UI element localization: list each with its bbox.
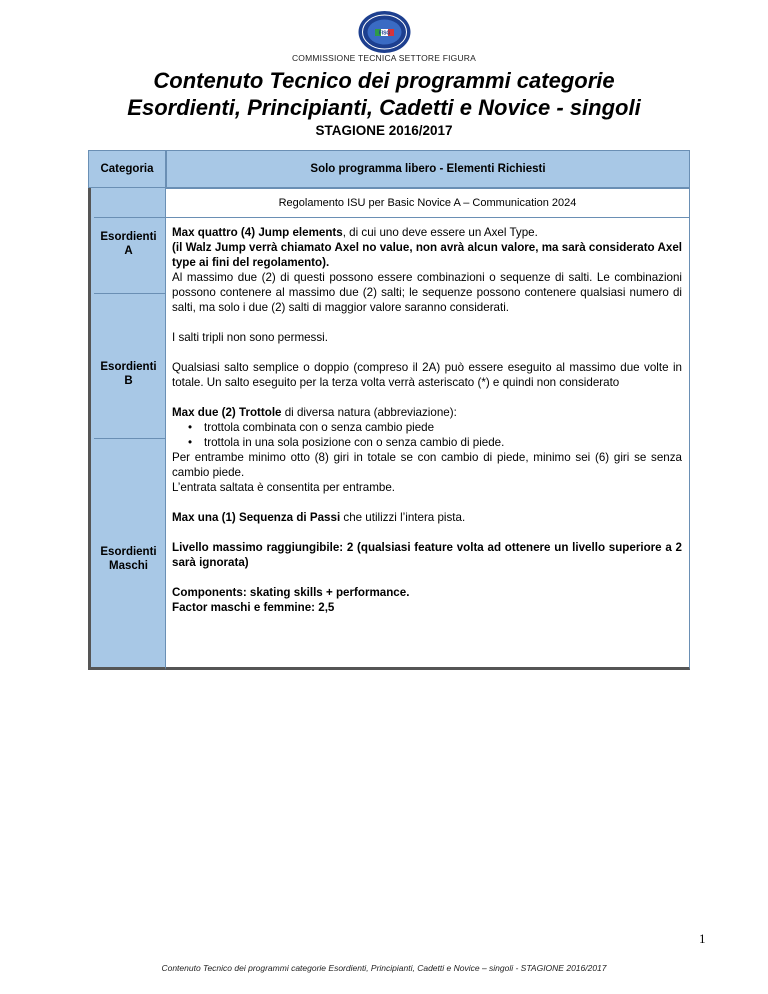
- jump-combinations-rule: Al massimo due (2) di questi possono essere combinazioni o sequenze di salti. Le combinazioni possono contenere al massimo due (2) salti; le sequenze possono contenere qualsiasi numero di salti, ma solo i due (2) salti di maggior valore saranno considerati.: [172, 271, 682, 314]
- jump-repetition-rule: Qualsiasi salto semplice o doppio (compreso il 2A) può essere eseguito al massimo due volte in totale. Un salto eseguito per la terza volta verrà asteriscato (*) e quindi non considerato: [172, 361, 682, 389]
- requirements-text: [172, 225, 682, 615]
- season-label: STAGIONE 2016/2017: [315, 123, 453, 138]
- category-column: [88, 188, 166, 670]
- walz-jump-note: (il Walz Jump verrà chiamato Axel no value, non avrà alcun valore, ma sarà considerato Axel type ai fini del regolamento).: [172, 241, 682, 269]
- max-level-rule: Livello massimo raggiungibile: 2 (qualsiasi feature volta ad ottenere un livello superiore a 2 sarà ignorata): [172, 541, 682, 569]
- triple-jumps-rule: I salti tripli non sono permessi.: [172, 331, 328, 344]
- regulation-reference: Regolamento ISU per Basic Novice A – Communication 2024: [166, 189, 689, 218]
- list-item: • trottola combinata con o senza cambio piede: [204, 420, 682, 435]
- category-esordienti-b: Esordienti B: [100, 361, 157, 387]
- step-sequence-lead: Max una (1) Sequenza di Passi che utilizzi l’intera pista.: [172, 511, 466, 524]
- factor-rule: Factor maschi e femmine: 2,5: [172, 601, 335, 614]
- spins-list: [172, 420, 682, 450]
- document-title: [0, 67, 768, 121]
- page-number: 1: [699, 931, 706, 946]
- category-divider: [94, 217, 168, 218]
- header-free-program: Solo programma libero - Elementi Richiesti: [166, 150, 690, 188]
- category-divider: [94, 293, 168, 294]
- flying-entry-rule: L’entrata saltata è consentita per entrambe.: [172, 481, 395, 494]
- list-item: • trottola in una sola posizione con o senza cambio di piede.: [204, 435, 682, 450]
- jumps-lead: Max quattro (4) Jump elements, di cui uno deve essere un Axel Type.: [172, 226, 538, 239]
- spin-revolutions-rule: Per entrambe minimo otto (8) giri in totale se con cambio di piede, minimo sei (6) giri se senza cambio piede.: [172, 451, 682, 479]
- header-category: Categoria: [88, 150, 166, 188]
- components-rule: Components: skating skills + performance.: [172, 586, 410, 599]
- title-line-1: Contenuto Tecnico dei programmi categorie: [153, 68, 615, 93]
- fisg-seal-icon: [357, 10, 412, 54]
- category-divider: [94, 438, 168, 439]
- commission-name: COMMISSIONE TECNICA SETTORE FIGURA: [291, 53, 477, 63]
- spins-lead: Max due (2) Trottole di diversa natura (abbreviazione):: [172, 406, 457, 419]
- title-line-2: Esordienti, Principianti, Cadetti e Novice - singoli: [127, 95, 641, 120]
- logo-text: FISG: [378, 30, 391, 37]
- page-footer: Contenuto Tecnico dei programmi categorie Esordienti, Principianti, Cadetti e Novice – singoli - STAGIONE 2016/2017: [161, 963, 607, 973]
- category-esordienti-maschi: Esordienti Maschi: [100, 546, 157, 572]
- requirements-content: [166, 188, 690, 670]
- category-esordienti-a: Esordienti A: [100, 231, 157, 257]
- requirements-table: [88, 150, 690, 670]
